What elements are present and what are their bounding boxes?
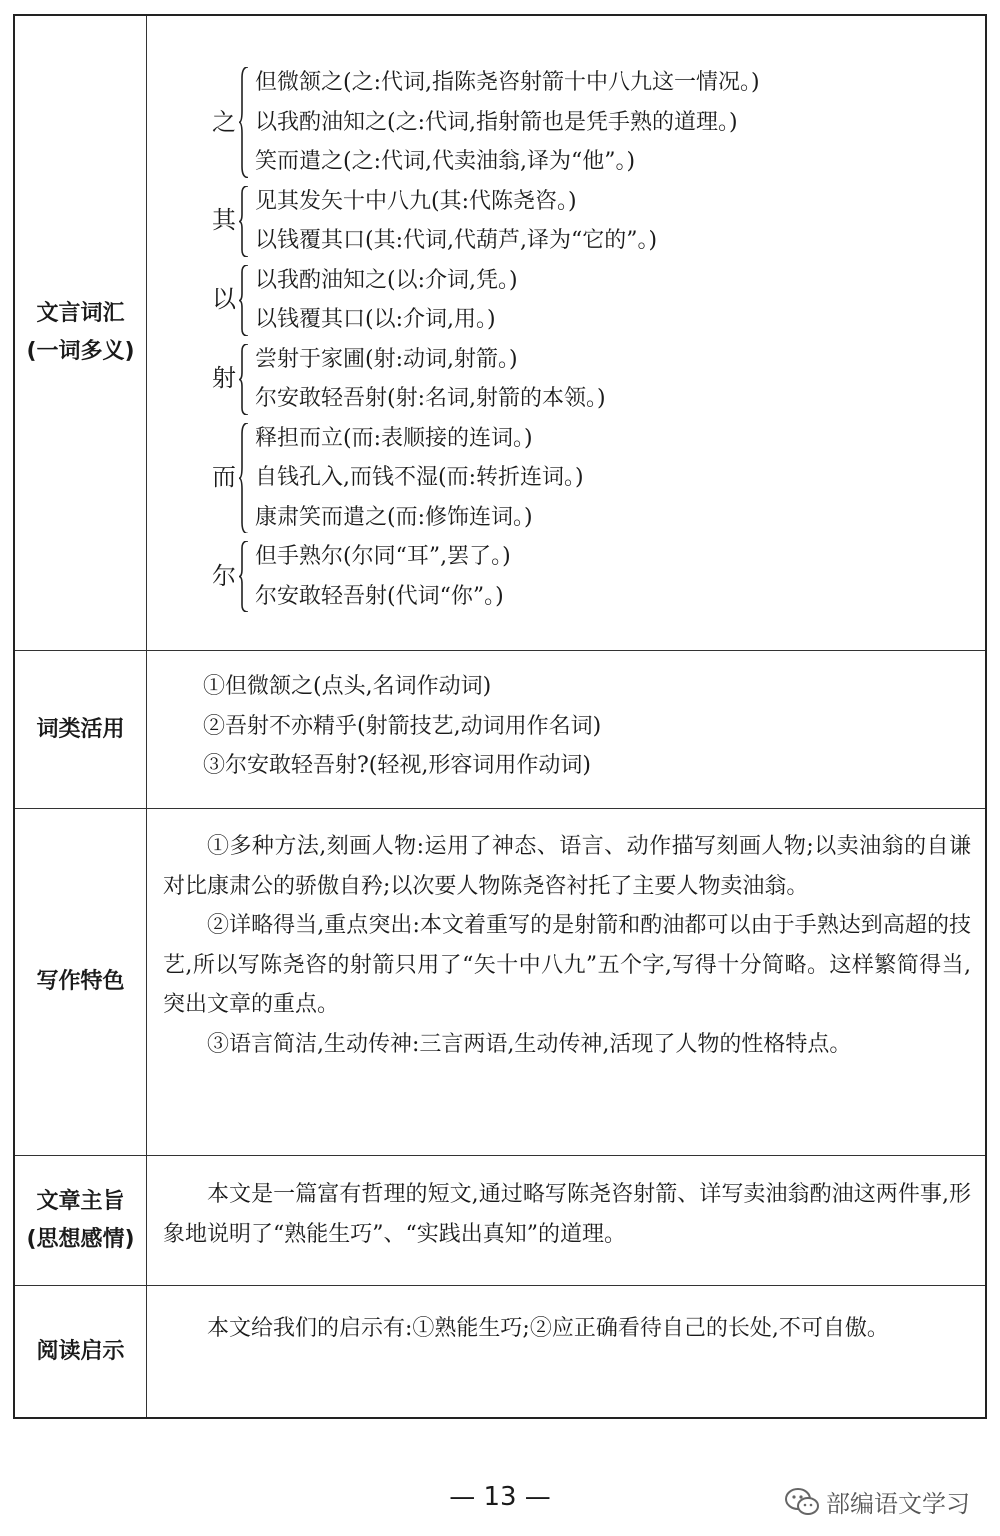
polysemy-char: 其 bbox=[212, 206, 236, 235]
row-theme bbox=[15, 1155, 985, 1285]
polysemy-sentence: 但微颔之(之:代词,指陈尧咨射箭十中八九这一情况。) bbox=[255, 70, 760, 95]
polysemy-char: 以 bbox=[212, 285, 236, 314]
notes-table bbox=[13, 14, 987, 1419]
polysemy-char: 尔 bbox=[212, 561, 236, 590]
polysemy-sentences bbox=[255, 63, 760, 182]
curly-brace-icon bbox=[239, 340, 249, 419]
word-class-line: ②吾射不亦精乎(射箭技艺,动词用作名词) bbox=[203, 713, 602, 739]
curly-brace-icon bbox=[239, 261, 249, 340]
label-line: 文章主旨 bbox=[36, 1188, 125, 1214]
polysemy-group bbox=[209, 261, 985, 340]
writing-paragraph: ③语言简洁,生动传神:三言两语,生动传神,活现了人物的性格特点。 bbox=[207, 1031, 852, 1057]
label-line: (思想感情) bbox=[26, 1226, 135, 1252]
polysemy-char: 射 bbox=[212, 364, 236, 393]
polysemy-sentence: 笑而遣之(之:代词,代卖油翁,译为“他”。) bbox=[255, 149, 636, 174]
curly-brace-icon bbox=[239, 63, 249, 182]
row-label-polysemy bbox=[15, 16, 147, 650]
theme-text: 本文是一篇富有哲理的短文,通过略写陈尧咨射箭、详写卖油翁酌油这两件事,形象地说明了“熟能生巧”、“实践出真知”的道理。 bbox=[163, 1182, 971, 1247]
watermark-text: 部编语文学习 bbox=[826, 1490, 970, 1518]
polysemy-group bbox=[209, 63, 985, 182]
polysemy-group bbox=[209, 340, 985, 419]
polysemy-sentences bbox=[255, 537, 511, 616]
polysemy-sentence: 尔安敢轻吾射(代词“你”。) bbox=[255, 583, 504, 609]
wechat-icon bbox=[784, 1487, 820, 1517]
word-class-line: ③尔安敢轻吾射?(轻视,形容词用作动词) bbox=[203, 753, 591, 778]
polysemy-content bbox=[147, 16, 985, 650]
polysemy-sentence: 以钱覆其口(以:介词,用。) bbox=[255, 307, 496, 332]
polysemy-group bbox=[209, 537, 985, 616]
polysemy-sentence: 以我酌油知之(之:代词,指射箭也是凭手熟的道理。) bbox=[255, 109, 738, 135]
curly-brace-icon bbox=[239, 537, 249, 616]
polysemy-group bbox=[209, 419, 985, 538]
row-insight bbox=[15, 1285, 985, 1417]
label-line: 写作特色 bbox=[36, 969, 125, 994]
writing-features-content bbox=[147, 809, 985, 1155]
row-word-class bbox=[15, 650, 985, 808]
polysemy-groups bbox=[209, 63, 985, 616]
polysemy-sentence: 以我酌油知之(以:介词,凭。) bbox=[255, 267, 518, 293]
watermark bbox=[784, 1484, 970, 1519]
row-writing-features bbox=[15, 808, 985, 1155]
curly-brace-icon bbox=[239, 419, 249, 538]
word-class-content bbox=[147, 651, 985, 808]
row-label-writing-features bbox=[15, 809, 147, 1155]
polysemy-sentence: 尝射于家圃(射:动词,射箭。) bbox=[255, 346, 518, 372]
page-number: — 13 — bbox=[449, 1482, 551, 1512]
row-label-word-class bbox=[15, 651, 147, 808]
row-polysemy bbox=[15, 16, 985, 650]
polysemy-group bbox=[209, 182, 985, 261]
insight-content bbox=[147, 1286, 985, 1417]
polysemy-sentence: 但手熟尔(尔同“耳”,罢了。) bbox=[255, 544, 511, 569]
polysemy-char: 而 bbox=[212, 463, 236, 491]
row-label-theme bbox=[15, 1156, 147, 1285]
polysemy-sentence: 康肃笑而遣之(而:修饰连词。) bbox=[255, 504, 533, 530]
polysemy-sentences bbox=[255, 261, 518, 340]
polysemy-sentences bbox=[255, 182, 657, 261]
insight-text: 本文给我们的启示有:①熟能生巧;②应正确看待自己的长处,不可自傲。 bbox=[207, 1316, 889, 1341]
writing-paragraph: ②详略得当,重点突出:本文着重写的是射箭和酌油都可以由于手熟达到高超的技艺,所以写陈尧咨的射箭只用了“矢十中八九”五个字,写得十分简略。这样繁简得当,突出文章的重点。 bbox=[163, 913, 971, 1017]
curly-brace-icon bbox=[239, 182, 249, 261]
theme-content bbox=[147, 1156, 985, 1285]
label-line: (一词多义) bbox=[26, 339, 135, 364]
polysemy-char: 之 bbox=[212, 107, 236, 136]
label-line: 文言词汇 bbox=[36, 301, 125, 326]
polysemy-sentence: 见其发矢十中八九(其:代陈尧咨。) bbox=[255, 188, 577, 214]
polysemy-sentence: 自钱孔入,而钱不湿(而:转折连词。) bbox=[255, 465, 584, 490]
polysemy-sentence: 尔安敢轻吾射(射:名词,射箭的本领。) bbox=[255, 386, 606, 411]
polysemy-sentence: 释担而立(而:表顺接的连词。) bbox=[255, 425, 533, 451]
label-line: 阅读启示 bbox=[36, 1338, 125, 1364]
word-class-line: ①但微颔之(点头,名词作动词) bbox=[203, 674, 492, 699]
polysemy-sentences bbox=[255, 340, 606, 419]
polysemy-sentences bbox=[255, 419, 584, 538]
label-line: 词类活用 bbox=[36, 716, 125, 742]
writing-paragraph: ①多种方法,刻画人物:运用了神态、语言、动作描写刻画人物;以卖油翁的自谦对比康肃公的骄傲自矜;以次要人物陈尧咨衬托了主要人物卖油翁。 bbox=[163, 834, 971, 899]
polysemy-sentence: 以钱覆其口(其:代词,代葫芦,译为“它的”。) bbox=[255, 228, 658, 253]
row-label-insight bbox=[15, 1286, 147, 1417]
